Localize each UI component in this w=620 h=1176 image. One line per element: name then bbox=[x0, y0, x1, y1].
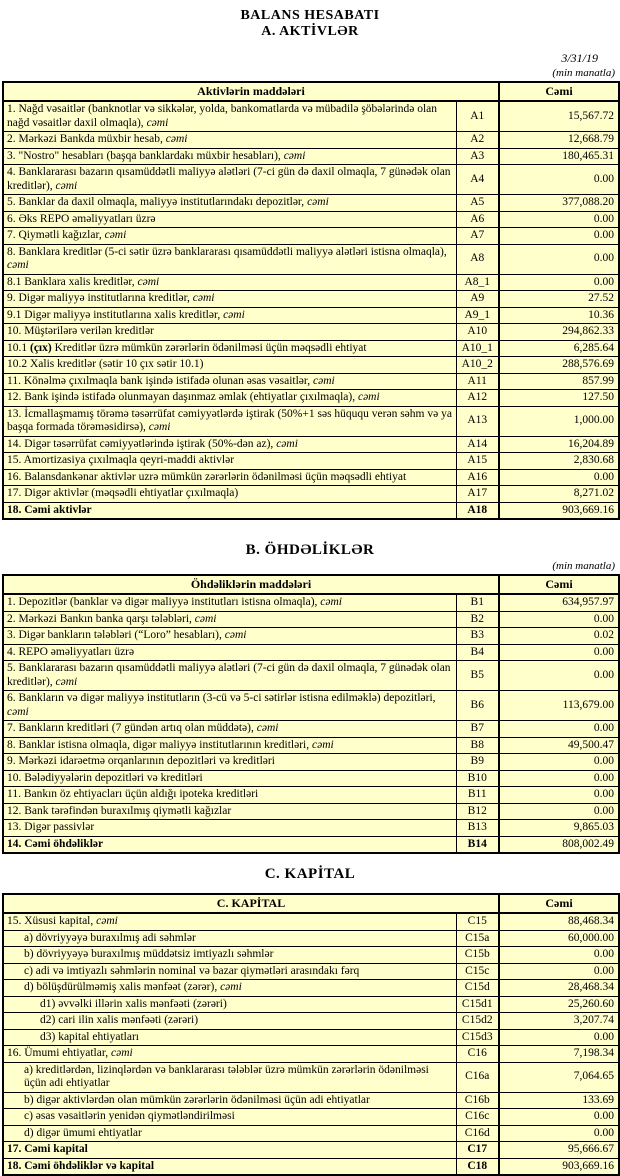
row-code: C15d3 bbox=[456, 1029, 499, 1046]
row-value: 0.00 bbox=[499, 274, 619, 291]
row-value: 0.00 bbox=[499, 770, 619, 787]
row-code: A5 bbox=[456, 195, 499, 212]
table-row bbox=[3, 486, 619, 503]
assets-table bbox=[2, 81, 620, 520]
row-code: A8_1 bbox=[456, 274, 499, 291]
row-value: 0.00 bbox=[499, 165, 619, 195]
row-code: B11 bbox=[456, 787, 499, 804]
row-label: 18. Cəmi aktivlər bbox=[3, 502, 456, 519]
table-row bbox=[3, 913, 619, 930]
table-row bbox=[3, 453, 619, 470]
table-row bbox=[3, 947, 619, 964]
row-code: C15 bbox=[456, 913, 499, 930]
row-label: d1) əvvəlki illərin xalis mənfəəti (zərəri) bbox=[3, 996, 456, 1013]
row-code: C16a bbox=[456, 1062, 499, 1092]
table-row bbox=[3, 1142, 619, 1159]
row-label: 12. Bank işində istifadə olunmayan daşınmaz əmlak (ehtiyatlar çıxılmaqla), cəmi bbox=[3, 390, 456, 407]
row-code: B3 bbox=[456, 628, 499, 645]
row-label: 8. Banklar istisna olmaqla, digər maliyyə institutlarının kreditləri, cəmi bbox=[3, 737, 456, 754]
row-value: 0.00 bbox=[499, 644, 619, 661]
row-label: 15. Xüsusi kapital, cəmi bbox=[3, 913, 456, 930]
row-value: 27.52 bbox=[499, 291, 619, 308]
row-code: A6 bbox=[456, 211, 499, 228]
row-value: 6,285.64 bbox=[499, 340, 619, 357]
table-row bbox=[3, 195, 619, 212]
table-row bbox=[3, 1125, 619, 1142]
table-row bbox=[3, 373, 619, 390]
row-code: C15c bbox=[456, 963, 499, 980]
table-row bbox=[3, 1013, 619, 1030]
table-row bbox=[3, 996, 619, 1013]
row-label: 1. Nağd vəsaitlər (banknotlar və sikkələr, yolda, bankomatlarda və mübadilə şöbələrində olan nağd vəsaitlər daxil olmaqla), cəmi bbox=[3, 101, 456, 132]
row-label: 3. "Nostro" hesabları (başqa banklardakı müxbir hesabları), cəmi bbox=[3, 148, 456, 165]
row-value: 15,567.72 bbox=[499, 101, 619, 132]
row-code: C15d bbox=[456, 980, 499, 997]
liabilities-table bbox=[2, 574, 620, 854]
row-label: 1. Depozitlər (banklar və digər maliyyə institutları istisna olmaqla), cəmi bbox=[3, 594, 456, 611]
row-value: 2,830.68 bbox=[499, 453, 619, 470]
table-row bbox=[3, 436, 619, 453]
capital-total-column-header: Cəmi bbox=[499, 894, 619, 913]
row-label: 18. Cəmi öhdəliklər və kapital bbox=[3, 1158, 456, 1175]
row-value: 0.00 bbox=[499, 963, 619, 980]
table-row bbox=[3, 357, 619, 374]
assets-total-column-header: Cəmi bbox=[499, 82, 619, 101]
row-value: 903,669.16 bbox=[499, 502, 619, 519]
row-label: 9. Mərkəzi idarəetmə orqanlarının depozitləri və kreditləri bbox=[3, 754, 456, 771]
table-row bbox=[3, 148, 619, 165]
row-label: 7. Qiymətli kağızlar, cəmi bbox=[3, 228, 456, 245]
table-row bbox=[3, 165, 619, 195]
table-row bbox=[3, 228, 619, 245]
row-value: 808,002.49 bbox=[499, 836, 619, 853]
row-code: A14 bbox=[456, 436, 499, 453]
row-code: A2 bbox=[456, 132, 499, 149]
row-code: A8 bbox=[456, 244, 499, 274]
row-value: 0.00 bbox=[499, 1125, 619, 1142]
report-date: 3/31/19 bbox=[561, 51, 598, 65]
row-code: A17 bbox=[456, 486, 499, 503]
table-row bbox=[3, 737, 619, 754]
row-label: 14. Cəmi öhdəliklər bbox=[3, 836, 456, 853]
row-label: 11. Bankın öz ehtiyacları üçün aldığı ipoteka kreditləri bbox=[3, 787, 456, 804]
row-value: 88,468.34 bbox=[499, 913, 619, 930]
row-code: C15d1 bbox=[456, 996, 499, 1013]
row-label: 12. Bank tərəfindən buraxılmış qiymətli kağızlar bbox=[3, 803, 456, 820]
row-code: B9 bbox=[456, 754, 499, 771]
row-value: 903,669.16 bbox=[499, 1158, 619, 1175]
table-row bbox=[3, 1029, 619, 1046]
assets-table-body bbox=[3, 101, 619, 519]
table-row bbox=[3, 691, 619, 721]
row-label: 16. Balansdankənar aktivlər uzrə mümkün zərərlərin ödənilməsi üçün məqsədli ehtiyat bbox=[3, 469, 456, 486]
table-row bbox=[3, 628, 619, 645]
row-code: A13 bbox=[456, 406, 499, 436]
row-code: A1 bbox=[456, 101, 499, 132]
section-c-heading: C. KAPİTAL bbox=[264, 866, 356, 882]
table-row bbox=[3, 324, 619, 341]
row-label: 2. Mərkəzi Bankın banka qarşı tələbləri, cəmi bbox=[3, 611, 456, 628]
row-value: 3,207.74 bbox=[499, 1013, 619, 1030]
row-value: 7,198.34 bbox=[499, 1046, 619, 1063]
row-value: 10.36 bbox=[499, 307, 619, 324]
row-label: d) bölüşdürülməmiş xalis mənfəət (zərər), cəmi bbox=[3, 980, 456, 997]
row-label: 6. Əks REPO əməliyyatları üzrə bbox=[3, 211, 456, 228]
row-label: 9. Digər maliyyə institutlarına kreditlər, cəmi bbox=[3, 291, 456, 308]
document-title: BALANS HESABATI bbox=[240, 8, 380, 23]
table-row bbox=[3, 836, 619, 853]
row-code: C16 bbox=[456, 1046, 499, 1063]
row-label: 16. Ümumi ehtiyatlar, cəmi bbox=[3, 1046, 456, 1063]
row-code: B7 bbox=[456, 721, 499, 738]
row-label: 6. Bankların və digər maliyyə institutların (3-cü və 5-ci sətirlər istisna edilməklə) depozitləri, cəmi bbox=[3, 691, 456, 721]
row-value: 294,862.33 bbox=[499, 324, 619, 341]
row-value: 0.00 bbox=[499, 244, 619, 274]
row-value: 8,271.02 bbox=[499, 486, 619, 503]
row-code: A12 bbox=[456, 390, 499, 407]
row-label: 5. Banklar da daxil olmaqla, maliyyə institutlarındakı depozitlər, cəmi bbox=[3, 195, 456, 212]
row-code: A10_2 bbox=[456, 357, 499, 374]
row-label: 3. Digər bankların tələbləri (“Loro” hesabları), cəmi bbox=[3, 628, 456, 645]
liabilities-table-header-row bbox=[3, 575, 619, 594]
row-label: 9.1 Digər maliyyə institutlarına xalis kreditlər, cəmi bbox=[3, 307, 456, 324]
table-row bbox=[3, 307, 619, 324]
row-label: c) adi və imtiyazlı səhmlərin nominal və bazar qiymətləri arasındakı fərq bbox=[3, 963, 456, 980]
row-value: 0.00 bbox=[499, 661, 619, 691]
row-value: 0.00 bbox=[499, 1029, 619, 1046]
row-value: 16,204.89 bbox=[499, 436, 619, 453]
row-value: 0.00 bbox=[499, 803, 619, 820]
row-code: A15 bbox=[456, 453, 499, 470]
row-label: b) digər aktivlərdən olan mümkün zərərlərin ödənilməsi üçün adi ehtiyatlar bbox=[3, 1092, 456, 1109]
row-value: 0.00 bbox=[499, 228, 619, 245]
row-label: 17. Digər aktivlər (məqsədli ehtiyatlar çıxılmaqla) bbox=[3, 486, 456, 503]
row-value: 377,088.20 bbox=[499, 195, 619, 212]
table-row bbox=[3, 502, 619, 519]
row-value: 133.69 bbox=[499, 1092, 619, 1109]
row-code: A3 bbox=[456, 148, 499, 165]
table-row bbox=[3, 340, 619, 357]
table-row bbox=[3, 594, 619, 611]
table-row bbox=[3, 1062, 619, 1092]
row-code: B1 bbox=[456, 594, 499, 611]
row-value: 0.00 bbox=[499, 469, 619, 486]
assets-items-column-header: Aktivlərin maddələri bbox=[3, 82, 499, 101]
row-value: 0.00 bbox=[499, 611, 619, 628]
row-label: 11. Könəlmə çıxılmaqla bank işində istifadə olunan əsas vəsaitlər, cəmi bbox=[3, 373, 456, 390]
row-value: 9,865.03 bbox=[499, 820, 619, 837]
row-value: 0.00 bbox=[499, 721, 619, 738]
table-row bbox=[3, 132, 619, 149]
row-code: A18 bbox=[456, 502, 499, 519]
table-row bbox=[3, 820, 619, 837]
table-row bbox=[3, 469, 619, 486]
capital-items-column-header: C. KAPİTAL bbox=[3, 894, 499, 913]
table-row bbox=[3, 406, 619, 436]
assets-table-header-row bbox=[3, 82, 619, 101]
row-code: B12 bbox=[456, 803, 499, 820]
table-row bbox=[3, 274, 619, 291]
row-code: B5 bbox=[456, 661, 499, 691]
row-code: A9_1 bbox=[456, 307, 499, 324]
capital-table-header-row bbox=[3, 894, 619, 913]
row-value: 95,666.67 bbox=[499, 1142, 619, 1159]
row-value: 25,260.60 bbox=[499, 996, 619, 1013]
table-row bbox=[3, 1158, 619, 1175]
row-value: 60,000.00 bbox=[499, 930, 619, 947]
row-value: 1,000.00 bbox=[499, 406, 619, 436]
row-code: C15d2 bbox=[456, 1013, 499, 1030]
row-code: B4 bbox=[456, 644, 499, 661]
row-code: B10 bbox=[456, 770, 499, 787]
row-label: 8. Banklara kreditlər (5-ci sətir üzrə banklararası qısamüddətli maliyyə alətləri istisna olmaqla), cəmi bbox=[3, 244, 456, 274]
row-label: 10. Bələdiyyələrin depozitləri və kreditləri bbox=[3, 770, 456, 787]
row-value: 0.00 bbox=[499, 211, 619, 228]
row-code: B8 bbox=[456, 737, 499, 754]
table-row bbox=[3, 101, 619, 132]
row-value: 127.50 bbox=[499, 390, 619, 407]
row-code: C15a bbox=[456, 930, 499, 947]
row-value: 0.00 bbox=[499, 1109, 619, 1126]
row-code: A16 bbox=[456, 469, 499, 486]
row-value: 7,064.65 bbox=[499, 1062, 619, 1092]
row-code: B2 bbox=[456, 611, 499, 628]
row-label: a) dövriyyəyə buraxılmış adi səhmlər bbox=[3, 930, 456, 947]
liabilities-table-body bbox=[3, 594, 619, 853]
row-label: d2) cari ilin xalis mənfəəti (zərəri) bbox=[3, 1013, 456, 1030]
row-value: 28,468.34 bbox=[499, 980, 619, 997]
row-value: 634,957.97 bbox=[499, 594, 619, 611]
table-row bbox=[3, 291, 619, 308]
row-code: B13 bbox=[456, 820, 499, 837]
row-label: 7. Bankların kreditləri (7 gündən artıq olan müddətə), cəmi bbox=[3, 721, 456, 738]
row-label: 15. Amortizasiya çıxılmaqla qeyri-maddi aktivlər bbox=[3, 453, 456, 470]
capital-table-body bbox=[3, 913, 619, 1175]
row-label: 10. Müştərilərə verilən kreditlər bbox=[3, 324, 456, 341]
table-row bbox=[3, 390, 619, 407]
table-row bbox=[3, 1092, 619, 1109]
table-row bbox=[3, 930, 619, 947]
row-code: C16b bbox=[456, 1092, 499, 1109]
table-row bbox=[3, 770, 619, 787]
row-label: d3) kapital ehtiyatları bbox=[3, 1029, 456, 1046]
row-label: 10.2 Xalis kreditlər (sətir 10 çıx sətir 10.1) bbox=[3, 357, 456, 374]
table-row bbox=[3, 787, 619, 804]
row-label: 4. Banklararası bazarın qısamüddətli maliyyə alətləri (7-ci gün də daxil olmaqla, 7 günədək olan kreditlər), cəmi bbox=[3, 165, 456, 195]
row-value: 0.00 bbox=[499, 787, 619, 804]
unit-note-b: (min manatla) bbox=[552, 560, 615, 572]
row-code: C16d bbox=[456, 1125, 499, 1142]
row-label: 5. Banklararası bazarın qısamüddətli maliyyə alətləri (7-ci gün də daxil olmaqla, 7 günədək olan kreditlər), cəmi bbox=[3, 661, 456, 691]
row-code: A11 bbox=[456, 373, 499, 390]
row-value: 113,679.00 bbox=[499, 691, 619, 721]
row-value: 0.00 bbox=[499, 947, 619, 964]
row-code: A4 bbox=[456, 165, 499, 195]
row-label: a) kreditlərdən, lizinqlərdən və banklararası tələblər üzrə mümkün zərərlərin ödənilməsi üçün adi ehtiyatlar bbox=[3, 1062, 456, 1092]
row-label: 13. İcmallaşmamış törəmə təsərrüfat cəmiyyətlərdə iştirak (50%+1 səs hüququ verən səhm və ya başqa formada törəməsidirsə), cəmi bbox=[3, 406, 456, 436]
table-row bbox=[3, 1109, 619, 1126]
row-value: 0.00 bbox=[499, 754, 619, 771]
row-label: 10.1 (çıx) Kreditlər üzrə mümkün zərərlərin ödənilməsi üçün məqsədli ehtiyat bbox=[3, 340, 456, 357]
row-value: 288,576.69 bbox=[499, 357, 619, 374]
row-code: A10 bbox=[456, 324, 499, 341]
table-row bbox=[3, 244, 619, 274]
row-label: 8.1 Banklara xalis kreditlər, cəmi bbox=[3, 274, 456, 291]
row-code: A7 bbox=[456, 228, 499, 245]
row-label: 4. REPO əməliyyatları üzrə bbox=[3, 644, 456, 661]
section-a-heading: A. AKTİVLƏR bbox=[261, 24, 359, 39]
row-value: 0.02 bbox=[499, 628, 619, 645]
liabilities-total-column-header: Cəmi bbox=[499, 575, 619, 594]
unit-note-a: (min manatla) bbox=[552, 67, 615, 79]
row-code: A10_1 bbox=[456, 340, 499, 357]
table-row bbox=[3, 1046, 619, 1063]
row-code: C18 bbox=[456, 1158, 499, 1175]
table-row bbox=[3, 980, 619, 997]
table-row bbox=[3, 211, 619, 228]
table-row bbox=[3, 721, 619, 738]
row-value: 49,500.47 bbox=[499, 737, 619, 754]
row-code: C17 bbox=[456, 1142, 499, 1159]
table-row bbox=[3, 754, 619, 771]
row-code: B14 bbox=[456, 836, 499, 853]
row-label: b) dövriyyəyə buraxılmış müddətsiz imtiyazlı səhmlər bbox=[3, 947, 456, 964]
row-code: C16c bbox=[456, 1109, 499, 1126]
section-b-heading: B. ÖHDƏLİKLƏR bbox=[245, 542, 375, 558]
table-row bbox=[3, 661, 619, 691]
row-label: 2. Mərkəzi Bankda müxbir hesab, cəmi bbox=[3, 132, 456, 149]
row-code: A9 bbox=[456, 291, 499, 308]
table-row bbox=[3, 644, 619, 661]
row-value: 12,668.79 bbox=[499, 132, 619, 149]
row-code: B6 bbox=[456, 691, 499, 721]
row-label: 14. Digər təsərrüfat cəmiyyətlərində iştirak (50%-dən az), cəmi bbox=[3, 436, 456, 453]
row-value: 857.99 bbox=[499, 373, 619, 390]
row-label: c) əsas vəsaitlərin yenidən qiymətləndirilməsi bbox=[3, 1109, 456, 1126]
table-row bbox=[3, 803, 619, 820]
row-label: 13. Digər passivlər bbox=[3, 820, 456, 837]
row-label: 17. Cəmi kapital bbox=[3, 1142, 456, 1159]
table-row bbox=[3, 611, 619, 628]
liabilities-items-column-header: Öhdəliklərin maddələri bbox=[3, 575, 499, 594]
table-row bbox=[3, 963, 619, 980]
row-label: d) digər ümumi ehtiyatlar bbox=[3, 1125, 456, 1142]
row-value: 180,465.31 bbox=[499, 148, 619, 165]
row-code: C15b bbox=[456, 947, 499, 964]
